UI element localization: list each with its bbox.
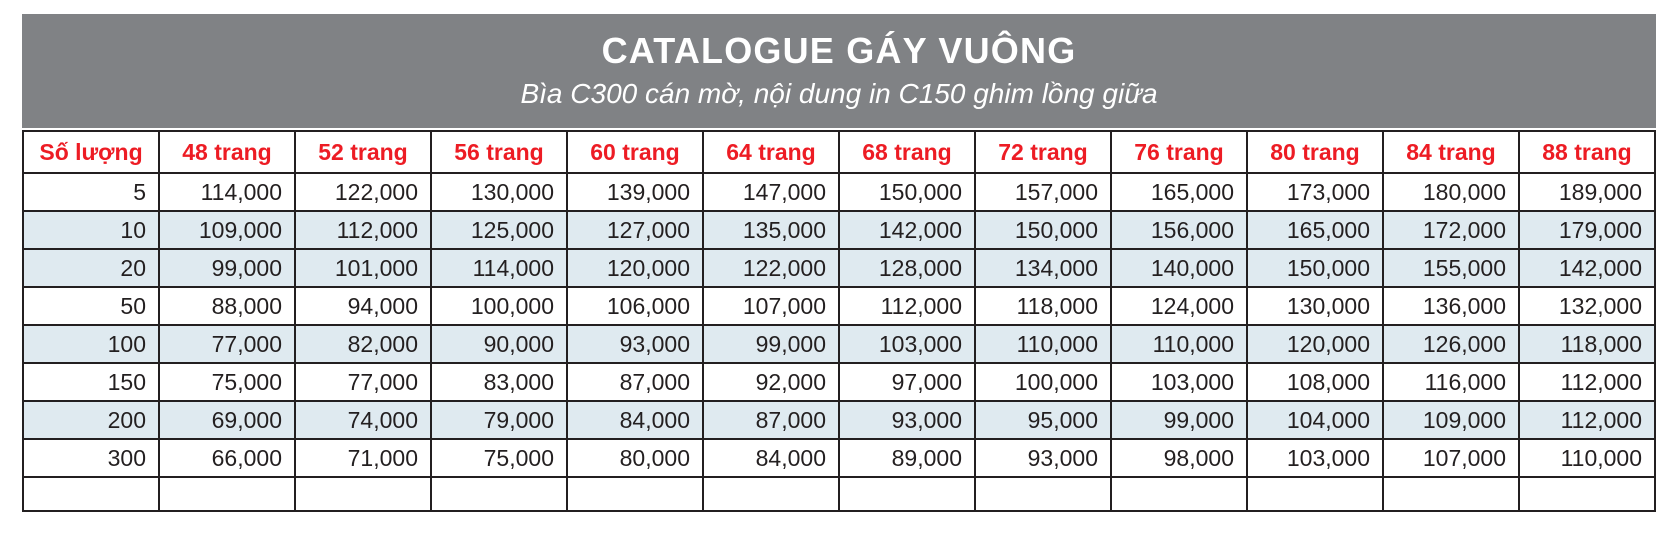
cell-price: 122,000: [295, 173, 431, 211]
table-row: [23, 287, 1655, 325]
cell-price: 173,000: [1247, 173, 1383, 211]
cell-price: 99,000: [703, 325, 839, 363]
cell-empty: [703, 477, 839, 511]
cell-price: 165,000: [1247, 211, 1383, 249]
cell-price: 75,000: [431, 439, 567, 477]
cell-price: 93,000: [839, 401, 975, 439]
cell-price: 101,000: [295, 249, 431, 287]
cell-price: 110,000: [975, 325, 1111, 363]
cell-price: 150,000: [839, 173, 975, 211]
price-table-wrap: [22, 130, 1656, 512]
cell-price: 172,000: [1383, 211, 1519, 249]
column-header-84: 84 trang: [1383, 131, 1519, 173]
cell-price: 88,000: [159, 287, 295, 325]
column-header-quantity: Số lượng: [23, 131, 159, 173]
cell-price: 103,000: [1247, 439, 1383, 477]
cell-empty: [23, 477, 159, 511]
cell-quantity: 10: [23, 211, 159, 249]
cell-price: 116,000: [1383, 363, 1519, 401]
cell-price: 94,000: [295, 287, 431, 325]
page-title: CATALOGUE GÁY VUÔNG: [601, 30, 1077, 72]
cell-price: 114,000: [431, 249, 567, 287]
cell-price: 95,000: [975, 401, 1111, 439]
cell-price: 165,000: [1111, 173, 1247, 211]
cell-price: 103,000: [839, 325, 975, 363]
cell-price: 71,000: [295, 439, 431, 477]
cell-quantity: 150: [23, 363, 159, 401]
cell-price: 135,000: [703, 211, 839, 249]
cell-price: 142,000: [1519, 249, 1655, 287]
cell-price: 118,000: [1519, 325, 1655, 363]
cell-price: 104,000: [1247, 401, 1383, 439]
cell-price: 134,000: [975, 249, 1111, 287]
cell-price: 99,000: [1111, 401, 1247, 439]
table-footer-row: [23, 477, 1655, 511]
price-table-body: [23, 173, 1655, 511]
cell-price: 112,000: [295, 211, 431, 249]
cell-price: 130,000: [1247, 287, 1383, 325]
cell-price: 100,000: [431, 287, 567, 325]
price-table-head: [23, 131, 1655, 173]
cell-price: 82,000: [295, 325, 431, 363]
cell-price: 99,000: [159, 249, 295, 287]
cell-price: 106,000: [567, 287, 703, 325]
cell-price: 89,000: [839, 439, 975, 477]
cell-price: 130,000: [431, 173, 567, 211]
cell-price: 150,000: [1247, 249, 1383, 287]
cell-price: 139,000: [567, 173, 703, 211]
cell-price: 103,000: [1111, 363, 1247, 401]
cell-price: 98,000: [1111, 439, 1247, 477]
table-header-row: [23, 131, 1655, 173]
cell-price: 126,000: [1383, 325, 1519, 363]
cell-price: 77,000: [159, 325, 295, 363]
cell-price: 110,000: [1111, 325, 1247, 363]
cell-price: 108,000: [1247, 363, 1383, 401]
cell-empty: [1383, 477, 1519, 511]
column-header-56: 56 trang: [431, 131, 567, 173]
cell-price: 83,000: [431, 363, 567, 401]
cell-price: 124,000: [1111, 287, 1247, 325]
cell-price: 180,000: [1383, 173, 1519, 211]
cell-empty: [567, 477, 703, 511]
cell-price: 93,000: [567, 325, 703, 363]
cell-price: 87,000: [703, 401, 839, 439]
cell-price: 179,000: [1519, 211, 1655, 249]
column-header-64: 64 trang: [703, 131, 839, 173]
cell-quantity: 50: [23, 287, 159, 325]
cell-price: 122,000: [703, 249, 839, 287]
cell-quantity: 100: [23, 325, 159, 363]
cell-price: 107,000: [703, 287, 839, 325]
table-row: [23, 249, 1655, 287]
cell-price: 66,000: [159, 439, 295, 477]
column-header-80: 80 trang: [1247, 131, 1383, 173]
cell-price: 87,000: [567, 363, 703, 401]
page-subtitle: Bìa C300 cán mờ, nội dung in C150 ghim lồng giữa: [520, 78, 1158, 109]
cell-price: 84,000: [567, 401, 703, 439]
cell-price: 92,000: [703, 363, 839, 401]
cell-price: 74,000: [295, 401, 431, 439]
cell-price: 112,000: [1519, 363, 1655, 401]
cell-quantity: 200: [23, 401, 159, 439]
table-row: [23, 401, 1655, 439]
column-header-48: 48 trang: [159, 131, 295, 173]
cell-price: 142,000: [839, 211, 975, 249]
cell-empty: [1519, 477, 1655, 511]
column-header-60: 60 trang: [567, 131, 703, 173]
table-row: [23, 211, 1655, 249]
cell-empty: [975, 477, 1111, 511]
cell-empty: [1111, 477, 1247, 511]
price-table: [22, 130, 1656, 512]
cell-price: 128,000: [839, 249, 975, 287]
cell-price: 107,000: [1383, 439, 1519, 477]
cell-price: 140,000: [1111, 249, 1247, 287]
cell-price: 77,000: [295, 363, 431, 401]
cell-price: 150,000: [975, 211, 1111, 249]
cell-price: 155,000: [1383, 249, 1519, 287]
column-header-72: 72 trang: [975, 131, 1111, 173]
cell-quantity: 300: [23, 439, 159, 477]
cell-price: 156,000: [1111, 211, 1247, 249]
cell-price: 112,000: [1519, 401, 1655, 439]
cell-price: 136,000: [1383, 287, 1519, 325]
cell-price: 69,000: [159, 401, 295, 439]
cell-price: 127,000: [567, 211, 703, 249]
cell-price: 118,000: [975, 287, 1111, 325]
cell-empty: [159, 477, 295, 511]
cell-price: 84,000: [703, 439, 839, 477]
cell-price: 189,000: [1519, 173, 1655, 211]
cell-price: 114,000: [159, 173, 295, 211]
cell-price: 97,000: [839, 363, 975, 401]
cell-price: 100,000: [975, 363, 1111, 401]
cell-quantity: 20: [23, 249, 159, 287]
cell-empty: [839, 477, 975, 511]
cell-quantity: 5: [23, 173, 159, 211]
cell-price: 132,000: [1519, 287, 1655, 325]
cell-price: 120,000: [567, 249, 703, 287]
cell-price: 79,000: [431, 401, 567, 439]
cell-price: 147,000: [703, 173, 839, 211]
table-row: [23, 363, 1655, 401]
cell-empty: [431, 477, 567, 511]
cell-price: 125,000: [431, 211, 567, 249]
column-header-68: 68 trang: [839, 131, 975, 173]
cell-empty: [1247, 477, 1383, 511]
cell-price: 93,000: [975, 439, 1111, 477]
cell-price: 109,000: [159, 211, 295, 249]
column-header-52: 52 trang: [295, 131, 431, 173]
cell-price: 157,000: [975, 173, 1111, 211]
column-header-88: 88 trang: [1519, 131, 1655, 173]
cell-price: 120,000: [1247, 325, 1383, 363]
header-banner: [22, 14, 1656, 128]
cell-price: 75,000: [159, 363, 295, 401]
table-row: [23, 325, 1655, 363]
cell-price: 110,000: [1519, 439, 1655, 477]
column-header-76: 76 trang: [1111, 131, 1247, 173]
table-row: [23, 173, 1655, 211]
cell-price: 112,000: [839, 287, 975, 325]
cell-price: 109,000: [1383, 401, 1519, 439]
table-row: [23, 439, 1655, 477]
cell-empty: [295, 477, 431, 511]
cell-price: 90,000: [431, 325, 567, 363]
cell-price: 80,000: [567, 439, 703, 477]
